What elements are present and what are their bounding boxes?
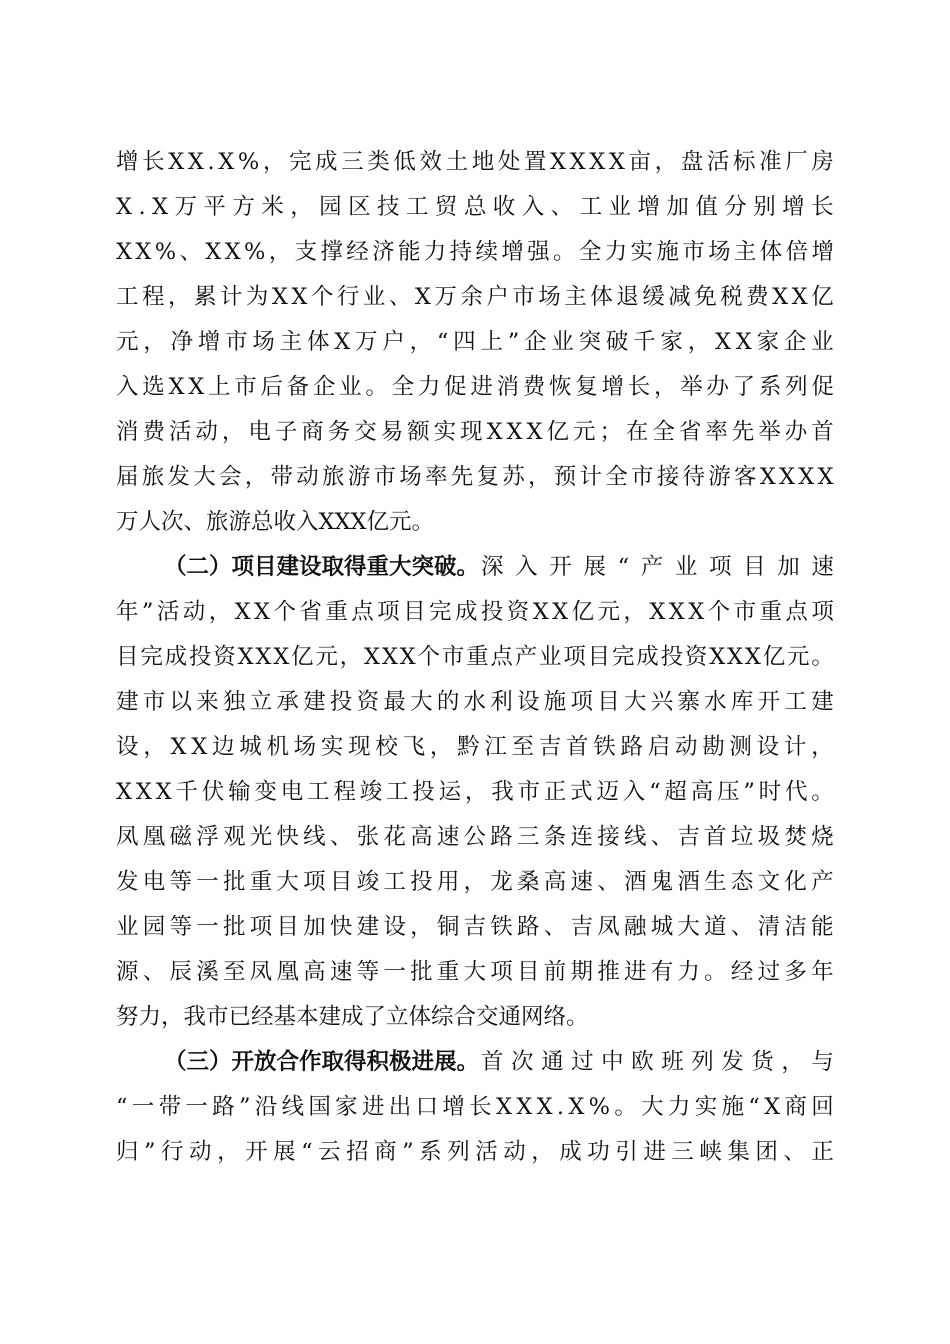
- line-text: 工 程 ， 累 计 为 X X 个 行 业 、 X 万 余 户 市 场 主 体 退 缓 减 免 税 费 X X 亿: [116, 284, 834, 310]
- section-2-first-line-text: 深 入 开 展 “ 产 业 项 目 加 速: [481, 554, 834, 580]
- line-text: “ 一 带 一 路 ” 沿 线 国 家 进 出 口 增 长 X X X . X % 。 大 力 实 施 “ X 商 回: [116, 1094, 834, 1120]
- line-text: 设 ， X X 边 城 机 场 实 现 校 飞 ， 黔 江 至 吉 首 铁 路 启 动 勘 测 设 计 ，: [116, 734, 834, 760]
- section-3-first-line-text: 首 次 通 过 中 欧 班 列 发 货 ， 与: [481, 1049, 834, 1075]
- section-first-line-wrap: [164, 1040, 834, 1085]
- section-heading: [164, 545, 481, 590]
- line-text: 增 长 X X . X % ， 完 成 三 类 低 效 土 地 处 置 X X X X 亩 ， 盘 活 标 准 厂 房: [116, 149, 834, 175]
- paragraph-line: [116, 275, 834, 320]
- line-text: 发 电 等 一 批 重 大 项 目 竣 工 投 用 ， 龙 桑 高 速 、 酒 鬼 酒 生 态 文 化 产: [116, 869, 834, 895]
- line-text: 努力，我市已经基本建成了立体综合交通网络。: [116, 1004, 589, 1030]
- line-text: 凤 凰 磁 浮 观 光 快 线 、 张 花 高 速 公 路 三 条 连 接 线 、 吉 首 垃 圾 焚 烧: [116, 824, 834, 850]
- paragraph-line: [116, 185, 834, 230]
- line-text: 年 ” 活 动 ， X X 个 省 重 点 项 目 完 成 投 资 X X 亿 元 ， X X X 个 市 重 点 项: [116, 599, 834, 625]
- paragraph-line: [116, 365, 834, 410]
- document-body: [116, 140, 834, 1175]
- paragraph-line: [116, 995, 834, 1040]
- paragraph-line: [116, 950, 834, 995]
- paragraph-line: [116, 1130, 834, 1175]
- paragraph-line: [116, 590, 834, 635]
- paragraph-line: [116, 680, 834, 725]
- paragraph-line: [116, 905, 834, 950]
- section-first-line-wrap: [164, 545, 834, 590]
- line-text: 入 选 X X 上 市 后 备 企 业 。 全 力 促 进 消 费 恢 复 增 长 ， 举 办 了 系 列 促: [116, 374, 834, 400]
- line-text: 归 ” 行 动 ， 开 展 “ 云 招 商 ” 系 列 活 动 ， 成 功 引 进 三 峡 集 团 、 正: [116, 1139, 834, 1165]
- paragraph-line: [116, 815, 834, 860]
- paragraph-line: [116, 320, 834, 365]
- paragraph-line: [116, 1085, 834, 1130]
- section-3-heading: （三）开放合作取得积极进展。: [164, 1049, 480, 1075]
- line-text: 建 市 以 来 独 立 承 建 投 资 最 大 的 水 利 设 施 项 目 大 兴 寨 水 库 开 工 建: [116, 689, 834, 715]
- line-text: 源 、 辰 溪 至 凤 凰 高 速 等 一 批 重 大 项 目 前 期 推 进 有 力 。 经 过 多 年: [116, 959, 834, 985]
- paragraph-line: [116, 455, 834, 500]
- line-text: 目 完 成 投 资 X X X 亿 元 ， X X X 个 市 重 点 产 业 项 目 完 成 投 资 X X X 亿 元 。: [116, 644, 834, 670]
- paragraph-line: [116, 140, 834, 185]
- line-text: X X X 千 伏 输 变 电 工 程 竣 工 投 运 ， 我 市 正 式 迈 入 “ 超 高 压 ” 时 代 。: [116, 779, 834, 805]
- paragraph-line: [116, 860, 834, 905]
- line-text: 届 旅 发 大 会 ， 带 动 旅 游 市 场 率 先 复 苏 ， 预 计 全 市 接 待 游 客 X X X X: [116, 464, 834, 490]
- line-text: 万人次、旅游总收入XXX亿元。: [116, 509, 435, 535]
- line-text: 消 费 活 动 ， 电 子 商 务 交 易 额 实 现 X X X 亿 元 ； 在 全 省 率 先 举 办 首: [116, 419, 834, 445]
- paragraph-line: [116, 725, 834, 770]
- line-text: X . X 万 平 方 米 ， 园 区 技 工 贸 总 收 入 、 工 业 增 加 值 分 别 增 长: [116, 194, 834, 220]
- paragraph-line: [116, 770, 834, 815]
- section-first-line: [116, 1040, 834, 1085]
- paragraph-line: [116, 230, 834, 275]
- section-2-heading: （二）项目建设取得重大突破。: [164, 554, 480, 580]
- line-text: X X % 、 X X % ， 支 撑 经 济 能 力 持 续 增 强 。 全 力 实 施 市 场 主 体 倍 增: [116, 239, 834, 265]
- paragraph-line: [116, 410, 834, 455]
- line-text: 业 园 等 一 批 项 目 加 快 建 设 ， 铜 吉 铁 路 、 吉 凤 融 城 大 道 、 清 洁 能: [116, 914, 834, 940]
- paragraph-line: [116, 500, 834, 545]
- line-text: 元 ， 净 增 市 场 主 体 X 万 户 ， “ 四 上 ” 企 业 突 破 千 家 ， X X 家 企 业: [116, 329, 834, 355]
- paragraph-line: [116, 635, 834, 680]
- section-first-line: [116, 545, 834, 590]
